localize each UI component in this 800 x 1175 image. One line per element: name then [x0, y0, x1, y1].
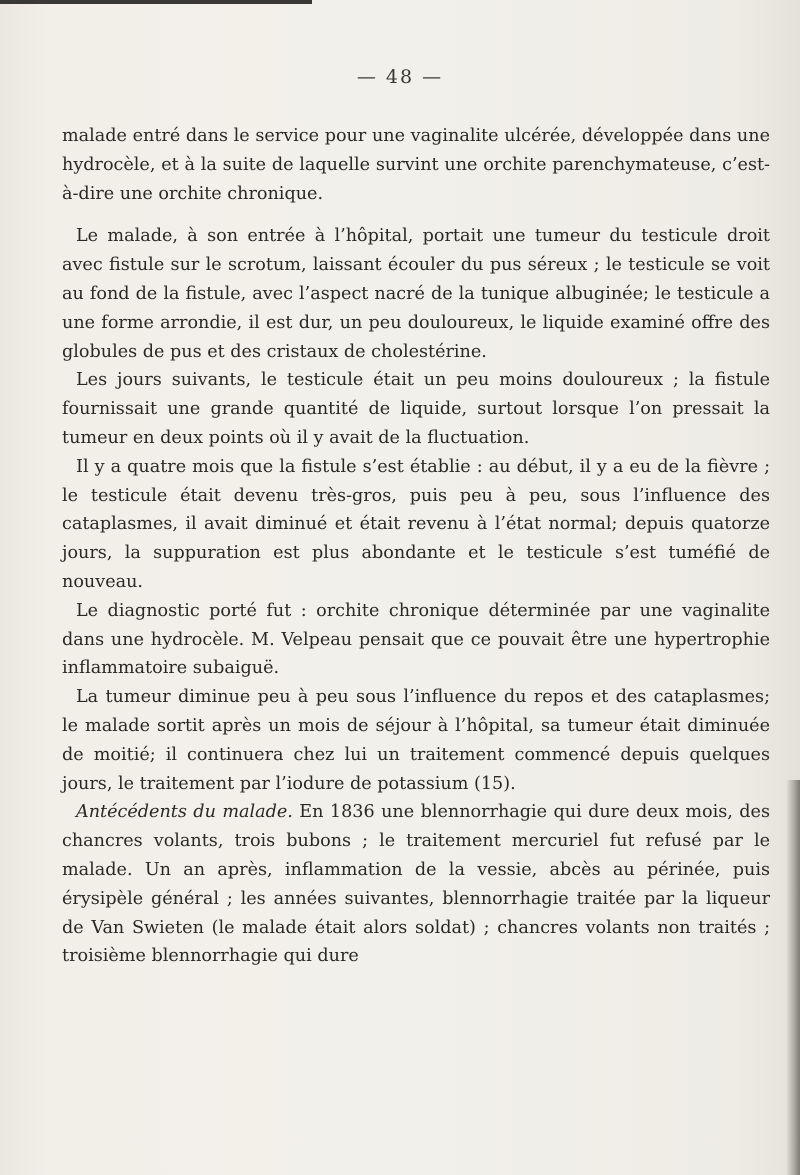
paragraph-6-text: La tumeur diminue peu à peu sous l’influence du repos et des cataplasmes; le malade sortit après un mois de séjour à l’hôpital, sa tumeur était diminuée de moitié; il continuera chez lui un traitement commencé depuis quelques jours, le traitement par l’iodure de potassium (15).	[62, 687, 770, 794]
paragraph-5	[62, 597, 770, 683]
paragraph-7	[62, 798, 770, 971]
paragraph-2-text: Le malade, à son entrée à l’hôpital, portait une tumeur du testicule droit avec fistule sur le scrotum, laissant écouler du pus séreux ; le testicule se voit au fond de la fistule, avec l’aspect nacré de la tunique albuginée; le testicule a une forme arrondie, il est dur, un peu douloureux, le liquide examiné offre des globules de pus et des cristaux de cholestérine.	[62, 226, 770, 362]
paragraph-3	[62, 366, 770, 452]
page-edge-shadow	[786, 780, 800, 1175]
paragraph-7-text: En 1836 une blennorrhagie qui dure deux mois, des chancres volants, trois bubons ; le traitement mercuriel fut refusé par le malade. Un an après, inflammation de la vessie, abcès au périnée, puis érysipèle général ; les années suivantes, blennorrhagie traitée par la liqueur de Van Swieten (le malade était alors soldat) ; chancres volants non traités ; troisième blennorrhagie qui dure	[62, 802, 770, 967]
paragraph-6	[62, 683, 770, 798]
paragraph-3-text: Les jours suivants, le testicule était un peu moins douloureux ; la fistule fournissait une grande quantité de liquide, surtout lorsque l’on pressait la tumeur en deux points où il y avait de la fluctuation.	[62, 370, 770, 448]
paragraph-1	[62, 122, 770, 208]
paragraph-4-text: Il y a quatre mois que la fistule s’est établie : au début, il y a eu de la fièvre ; le testicule était devenu très-gros, puis peu à peu, sous l’influence des cataplasmes, il avait diminué et était revenu à l’état normal; depuis quatorze jours, la suppuration est plus abondante et le testicule s’est tuméfié de nouveau.	[62, 456, 770, 592]
paragraph-5-text: Le diagnostic porté fut : orchite chronique déterminée par une vaginalite dans une hydrocèle. M. Velpeau pensait que ce pouvait être une hypertrophie inflammatoire subaiguë.	[62, 600, 770, 679]
paragraph-7-lead: Antécédents du malade.	[76, 802, 293, 823]
paragraph-1-text: malade entré dans le service pour une vaginalite ulcérée, développée dans une hydrocèle, et à la suite de laquelle survint une orchite parenchymateuse, c’est-à-dire une orchite chronique.	[62, 126, 770, 204]
top-edge-rule	[0, 0, 312, 4]
paragraph-2	[62, 222, 770, 366]
paragraph-4	[62, 453, 770, 597]
body-text	[62, 122, 770, 971]
page-number: — 48 —	[356, 66, 444, 88]
